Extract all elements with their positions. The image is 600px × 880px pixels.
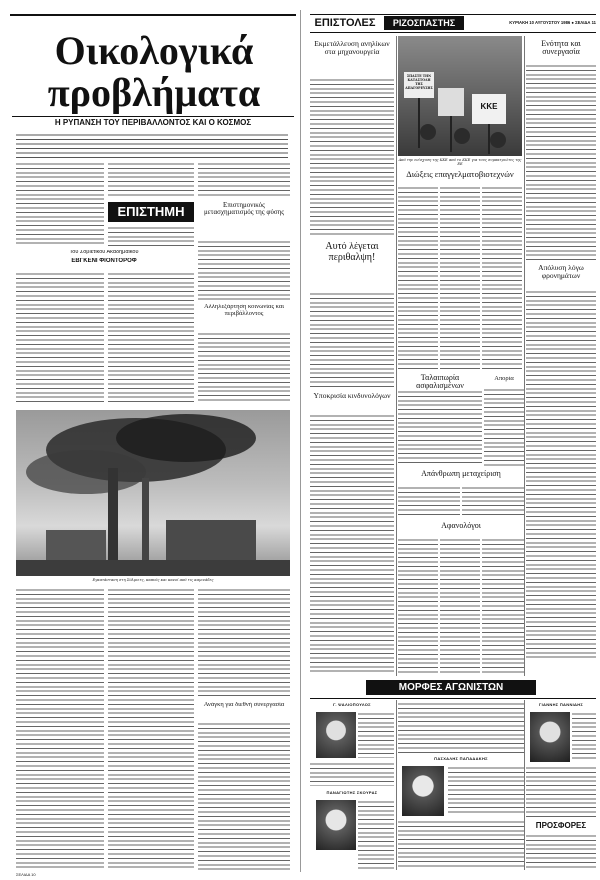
smokestack-illustration (16, 410, 290, 576)
masthead-rizospastis: ΡΙΖΟΣΠΑΣΤΗΣ (384, 16, 464, 30)
letter-title-8: Απορία (494, 376, 514, 382)
fighter-portrait-4 (316, 800, 356, 850)
text-block (198, 588, 290, 698)
text-block (16, 272, 104, 404)
text-block (440, 186, 480, 370)
letter-title-3: Ενότητα και συνεργασία (541, 40, 581, 57)
text-block (108, 162, 194, 198)
text-block (310, 414, 394, 674)
text-block (198, 240, 290, 300)
text-block (526, 64, 596, 260)
text-block (310, 762, 394, 786)
text-block (526, 290, 596, 660)
text-block (198, 332, 290, 404)
text-block (526, 766, 596, 818)
intro-paragraph (16, 133, 288, 160)
col-headline-3: Ανάγκη για διεθνή συνεργασία (203, 702, 285, 708)
smokestack-photo (16, 410, 290, 576)
col-headline-2: Αλληλεξάρτηση κοινωνίας και περιβάλλοντος (203, 304, 285, 317)
left-page-number: ΣΕΛΙΔΑ 10 (16, 872, 36, 877)
letter-title-2: Αυτό λέγεται περιθαλψη! (325, 242, 379, 263)
right-photo-caption: Από την ενίσχυση της ΚΚΕ από το ΚΚΕ για τους συμπατριώτες της ΕΕ (398, 158, 522, 167)
fighter-name-1: Γ. ΨΑΛΙΟΠΟΥΛΟΣ (333, 702, 371, 707)
text-block (358, 800, 394, 870)
date-page: ΚΥΡΙΑΚΗ 10 ΑΥΓΟΥΣΤΟΥ 1986 ● ΣΕΛΙΔΑ 11 (509, 20, 596, 25)
text-block (108, 272, 194, 404)
morfes-banner: ΜΟΡΦΕΣ ΑΓΩΝΙΣΤΩΝ (366, 680, 536, 695)
fighter-name-4: ΠΑΝΑΓΙΩΤΗΣ ΣΚΟΥΡΑΣ (326, 790, 378, 795)
letter-title-10: Αφανολόγοι (441, 522, 481, 530)
text-block (448, 766, 524, 816)
section-title-epistoles: ΕΠΙΣΤΟΛΕΣ (314, 18, 376, 29)
text-block (310, 78, 394, 238)
text-block (358, 712, 394, 758)
text-block (16, 588, 104, 870)
letter-title-9: Απάνθρωπη μεταχείριση (421, 470, 501, 478)
letter-title-1: Εκμετάλλευση ανηλίκων στα μηχανουργεία (314, 40, 390, 56)
text-block (482, 538, 524, 674)
prosfores-title: ΠΡΟΣΦΟΡΕΣ (535, 822, 587, 830)
text-block (484, 388, 524, 468)
fighter-portrait-1 (316, 712, 356, 758)
letter-title-5: Απόλυση λόγω φρονημάτων (538, 264, 584, 280)
fighter-portrait-3 (530, 712, 570, 762)
author-intro: Του Σοβιετικού Ακαδημαϊκού (69, 250, 139, 255)
text-block (310, 292, 394, 388)
protest-illustration (398, 36, 522, 156)
fighter-name-2: ΠΑΣΧΑΛΗΣ ΠΑΠΑΔΑΚΗΣ (434, 756, 488, 761)
letter-title-6: Υποκρισία κινδυνολόγων (313, 392, 391, 400)
text-block (398, 702, 524, 754)
letter-title-4: Διώξεις επαγγελματοβιοτεχνών (406, 170, 514, 179)
left-photo-caption: Εγκατάσταση στη Σόλμνιτς, καπνός και κανοί από τις καμινάδες (92, 578, 214, 582)
protest-photo (398, 36, 522, 156)
text-block (462, 486, 524, 518)
text-block (526, 834, 596, 870)
text-block (16, 162, 104, 247)
text-block (398, 486, 460, 518)
left-headline: Οικολογικά προβλήματα (47, 30, 261, 114)
text-block (398, 186, 438, 370)
text-block (108, 588, 194, 870)
text-block (440, 538, 480, 674)
fighter-name-3: ΓΙΑΝΝΗΣ ΠΑΝΝΙΔΗΣ (538, 702, 584, 707)
text-block (198, 162, 290, 196)
text-block (198, 722, 290, 870)
text-block (398, 820, 524, 870)
protest-sign-2: ΚΚΕ (480, 102, 498, 111)
right-page (302, 0, 600, 880)
text-block (482, 186, 522, 370)
fighter-portrait-2 (402, 766, 444, 816)
letter-title-7: Ταλαιπωρία ασφαλισμένων (416, 374, 464, 391)
col-headline-1: Επιστημονικός μετασχηματισμός της φύσης (203, 202, 285, 217)
text-block (398, 390, 482, 466)
author-name: ΕΒΓΚΕΝΙ ΦΙΟΝΤΟΡΟΦ (71, 258, 137, 264)
text-block (398, 538, 438, 674)
text-block (108, 226, 194, 248)
text-block (572, 712, 596, 762)
left-subheadline: Η ΡΥΠΑΝΣΗ ΤΟΥ ΠΕΡΙΒΑΛΛΟΝΤΟΣ ΚΑΙ Ο ΚΟΣΜΟΣ (54, 119, 252, 127)
protest-sign-1: ΣΠΑΣΤΕ ΤΗΝ ΚΑΤΑΣΤΟΛΗ ΤΗΣ ΑΠΑΓΟΡΕΥΣΗΣ (405, 74, 433, 90)
section-banner-episthmh: ΕΠΙΣΤΗΜΗ (108, 202, 194, 222)
